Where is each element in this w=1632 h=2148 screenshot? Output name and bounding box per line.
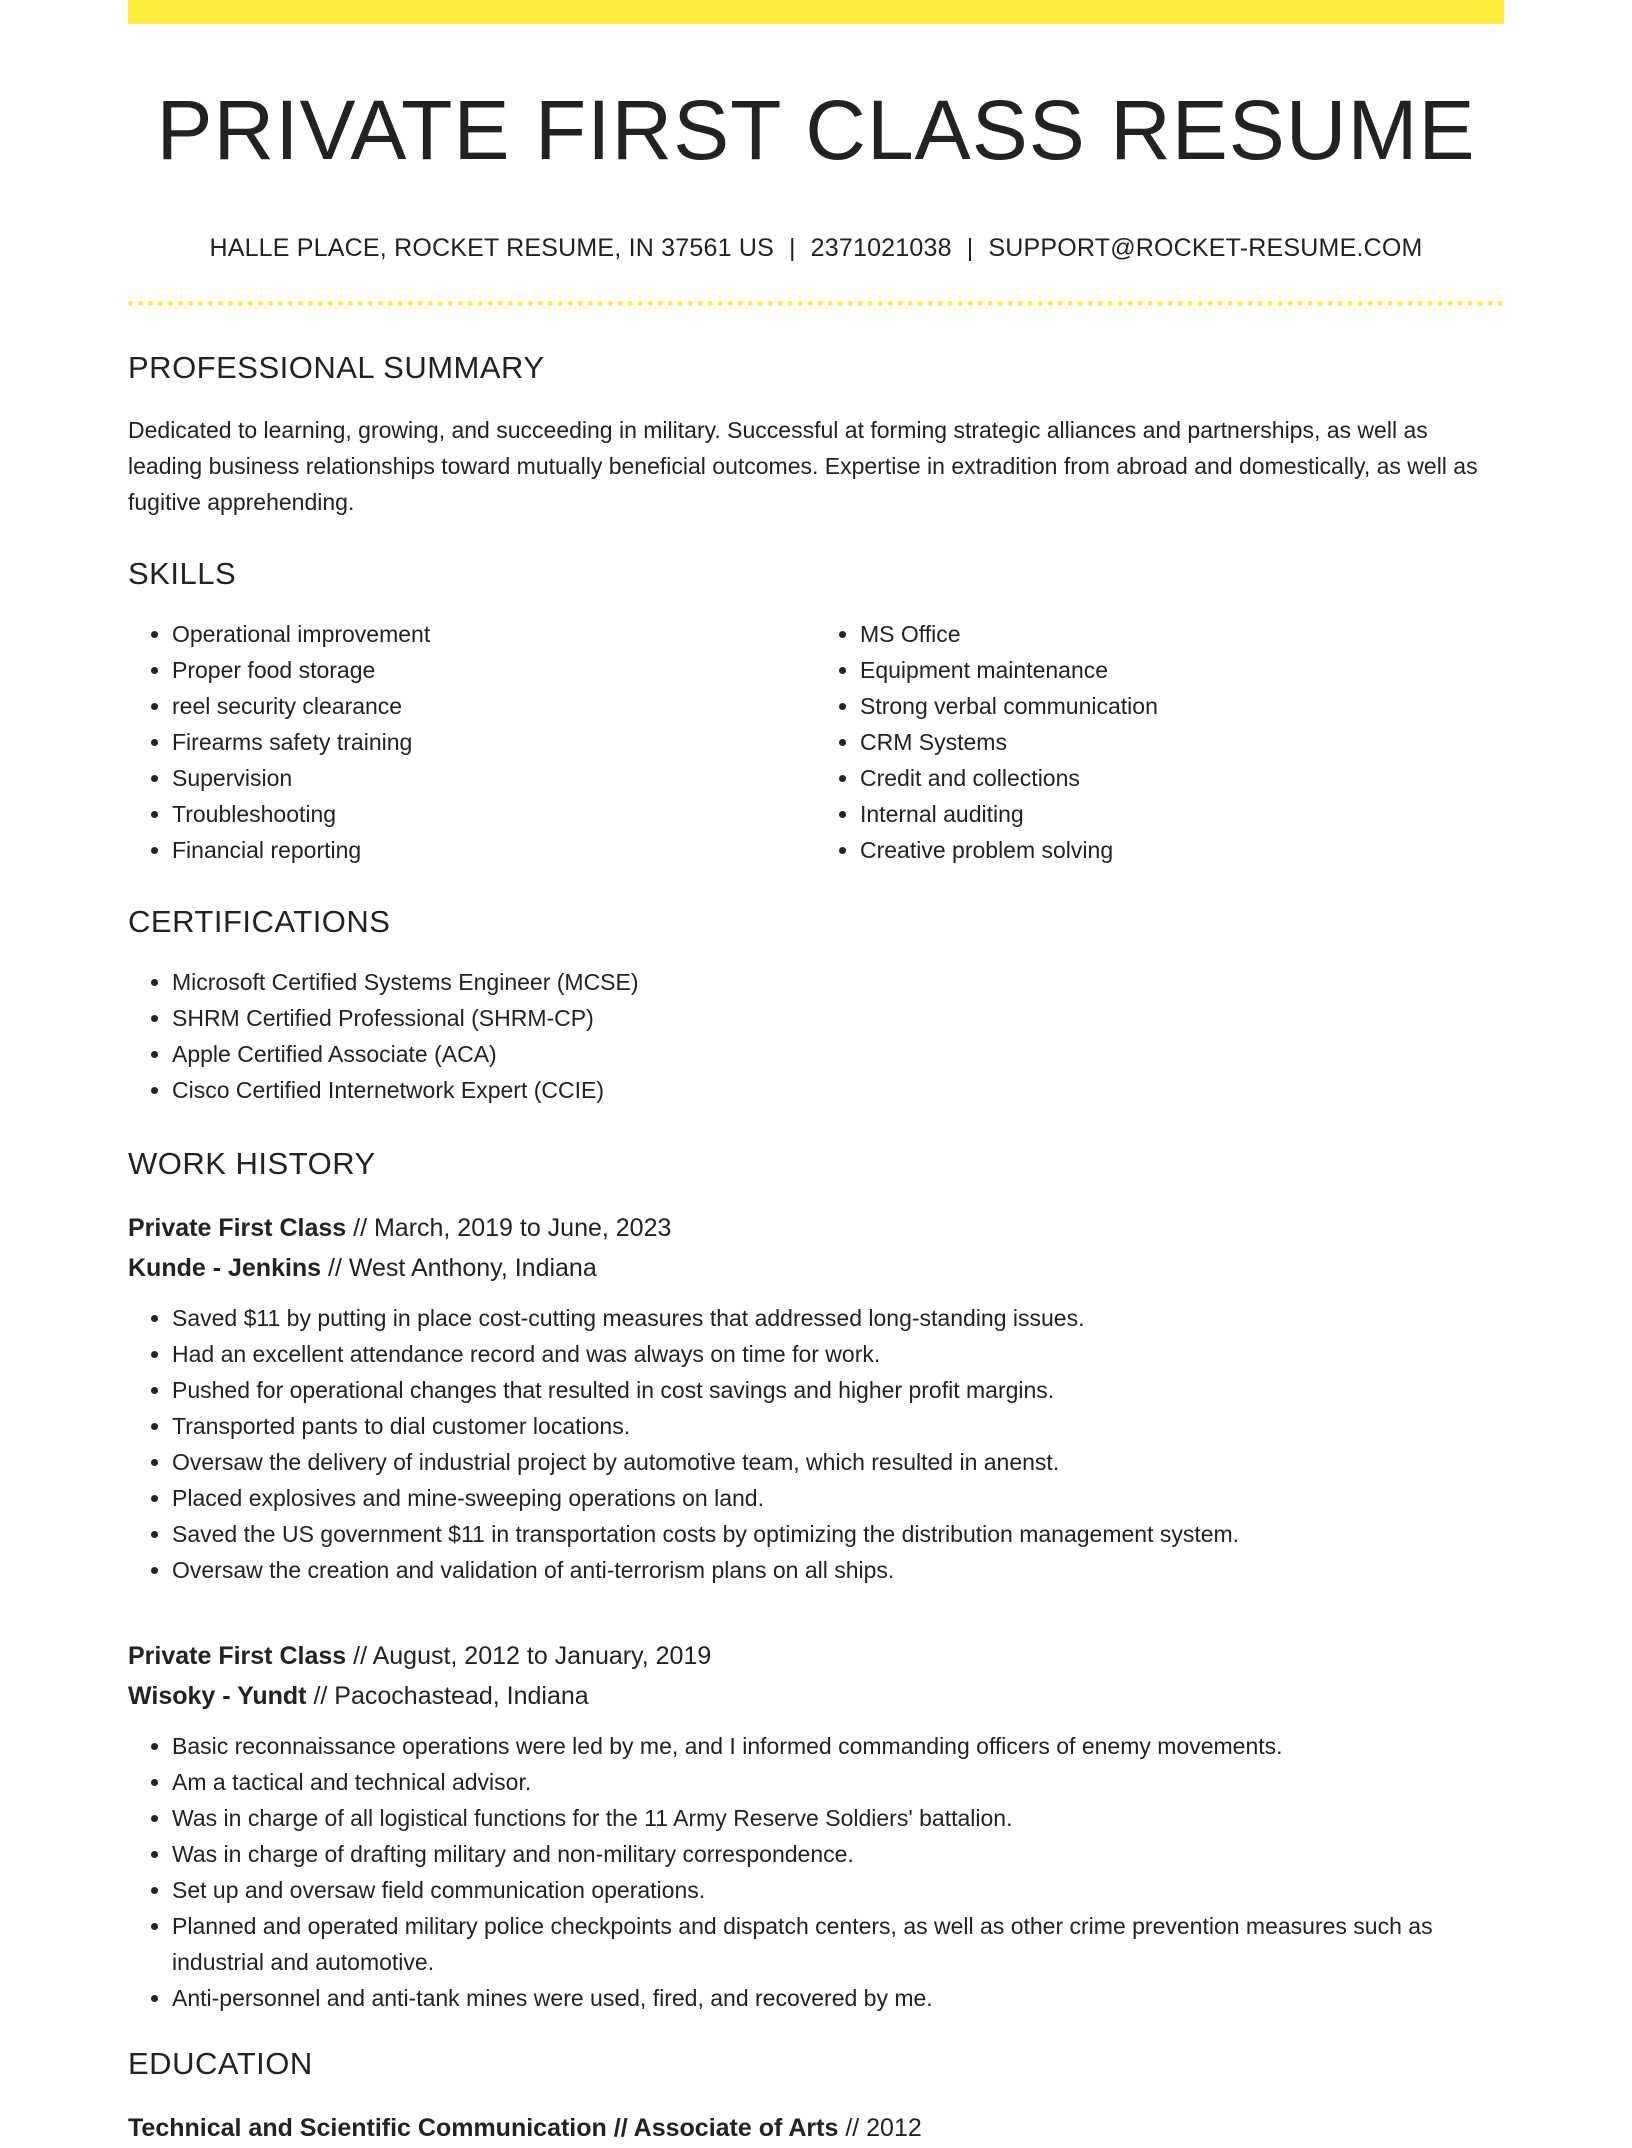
- resume-title: PRIVATE FIRST CLASS RESUME: [156, 83, 1476, 177]
- skill-item: • Firearms safety training: [172, 724, 816, 760]
- job-company-line: [128, 1676, 1504, 1716]
- job-dates: // March, 2019 to June, 2023: [353, 1214, 672, 1243]
- skills-right-list: [816, 616, 1504, 868]
- skill-item: • Financial reporting: [172, 832, 816, 868]
- summary-section: [128, 350, 1504, 520]
- skills-section: [128, 556, 1504, 868]
- job-location: // West Anthony, Indiana: [328, 1254, 597, 1283]
- contact-phone: 2371021038: [810, 234, 952, 263]
- skill-item: • Supervision: [172, 760, 816, 796]
- education-heading: EDUCATION: [128, 2046, 313, 2082]
- skill-item: • Proper food storage: [172, 652, 816, 688]
- skill-item: • MS Office: [860, 616, 1504, 652]
- job-bullet: • Anti-personnel and anti-tank mines were used, fired, and recovered by me.: [172, 1980, 1504, 2016]
- job-bullet: • Saved the US government $11 in transportation costs by optimizing the distribution management system.: [172, 1516, 1504, 1552]
- job-bullet: • Placed explosives and mine-sweeping operations on land.: [172, 1480, 1504, 1516]
- dotted-divider: [128, 301, 1504, 306]
- skill-item: • Operational improvement: [172, 616, 816, 652]
- skills-heading: SKILLS: [128, 556, 237, 592]
- skills-columns: [128, 592, 1504, 868]
- job-bullet: • Transported pants to dial customer locations.: [172, 1408, 1504, 1444]
- certification-item: • Microsoft Certified Systems Engineer (MCSE): [172, 964, 1504, 1000]
- work-history-section: [128, 1146, 1504, 2016]
- skill-item: • reel security clearance: [172, 688, 816, 724]
- summary-text: Dedicated to learning, growing, and succeeding in military. Successful at forming strategic alliances and partnerships, as well as leading business relationships toward mutually beneficial outcomes. Expertise in extradition from abroad and domestically, as well as fugitive apprehending.: [128, 417, 1478, 516]
- certification-item: • Apple Certified Associate (ACA): [172, 1036, 1504, 1072]
- skill-item: • Internal auditing: [860, 796, 1504, 832]
- contact-email: SUPPORT@ROCKET-RESUME.COM: [988, 234, 1423, 263]
- certifications-heading: CERTIFICATIONS: [128, 904, 391, 940]
- education-entry: [128, 2108, 1504, 2148]
- job-bullet: • Planned and operated military police checkpoints and dispatch centers, as well as other crime prevention measures such as industrial and automotive.: [172, 1908, 1504, 1980]
- job-bullet: • Was in charge of drafting military and non-military correspondence.: [172, 1836, 1504, 1872]
- job-bullet: • Was in charge of all logistical functions for the 11 Army Reserve Soldiers' battalion.: [172, 1800, 1504, 1836]
- job-bullet: • Pushed for operational changes that resulted in cost savings and higher profit margins.: [172, 1372, 1504, 1408]
- summary-heading: PROFESSIONAL SUMMARY: [128, 350, 545, 386]
- skill-item: • Troubleshooting: [172, 796, 816, 832]
- job-entry: [128, 1636, 1504, 2016]
- education-degree: // Associate of Arts: [613, 2114, 839, 2143]
- contact-separator: |: [966, 234, 974, 263]
- skill-item: • Credit and collections: [860, 760, 1504, 796]
- job-entry: [128, 1208, 1504, 1588]
- job-bullet: • Set up and oversaw field communication operations.: [172, 1872, 1504, 1908]
- education-year: // 2012: [845, 2114, 922, 2143]
- job-company: Wisoky - Yundt: [128, 1682, 307, 1711]
- job-title: Private First Class: [128, 1642, 347, 1671]
- job-bullet: • Saved $11 by putting in place cost-cutting measures that addressed long-standing issues.: [172, 1300, 1504, 1336]
- job-bullet: • Basic reconnaissance operations were led by me, and I informed commanding officers of enemy movements.: [172, 1728, 1504, 1764]
- top-accent-bar: [128, 0, 1504, 24]
- education-section: [128, 2046, 1504, 2148]
- education-field: Technical and Scientific Communication: [128, 2114, 607, 2143]
- job-title-line: [128, 1208, 1504, 1248]
- job-company: Kunde - Jenkins: [128, 1254, 322, 1283]
- skills-left-list: [128, 616, 816, 868]
- job-bullets: [128, 1728, 1504, 2016]
- certifications-section: [128, 904, 1504, 1108]
- resume-page: [128, 0, 1504, 2148]
- job-bullets: [128, 1300, 1504, 1588]
- certification-item: • SHRM Certified Professional (SHRM-CP): [172, 1000, 1504, 1036]
- job-bullet: • Oversaw the creation and validation of anti-terrorism plans on all ships.: [172, 1552, 1504, 1588]
- skill-item: • CRM Systems: [860, 724, 1504, 760]
- certifications-list: [128, 964, 1504, 1108]
- work-history-heading: WORK HISTORY: [128, 1146, 376, 1182]
- job-bullet: • Am a tactical and technical advisor.: [172, 1764, 1504, 1800]
- skill-item: • Creative problem solving: [860, 832, 1504, 868]
- contact-address: HALLE PLACE, ROCKET RESUME, IN 37561 US: [209, 234, 774, 263]
- job-title-line: [128, 1636, 1504, 1676]
- skill-item: • Strong verbal communication: [860, 688, 1504, 724]
- job-title: Private First Class: [128, 1214, 347, 1243]
- job-bullet: • Oversaw the delivery of industrial project by automotive team, which resulted in anenst.: [172, 1444, 1504, 1480]
- job-company-line: [128, 1248, 1504, 1288]
- job-bullet: • Had an excellent attendance record and was always on time for work.: [172, 1336, 1504, 1372]
- contact-separator: |: [788, 234, 796, 263]
- contact-line: [128, 234, 1504, 263]
- certification-item: • Cisco Certified Internetwork Expert (CCIE): [172, 1072, 1504, 1108]
- job-dates: // August, 2012 to January, 2019: [353, 1642, 712, 1671]
- skill-item: • Equipment maintenance: [860, 652, 1504, 688]
- job-location: // Pacochastead, Indiana: [313, 1682, 589, 1711]
